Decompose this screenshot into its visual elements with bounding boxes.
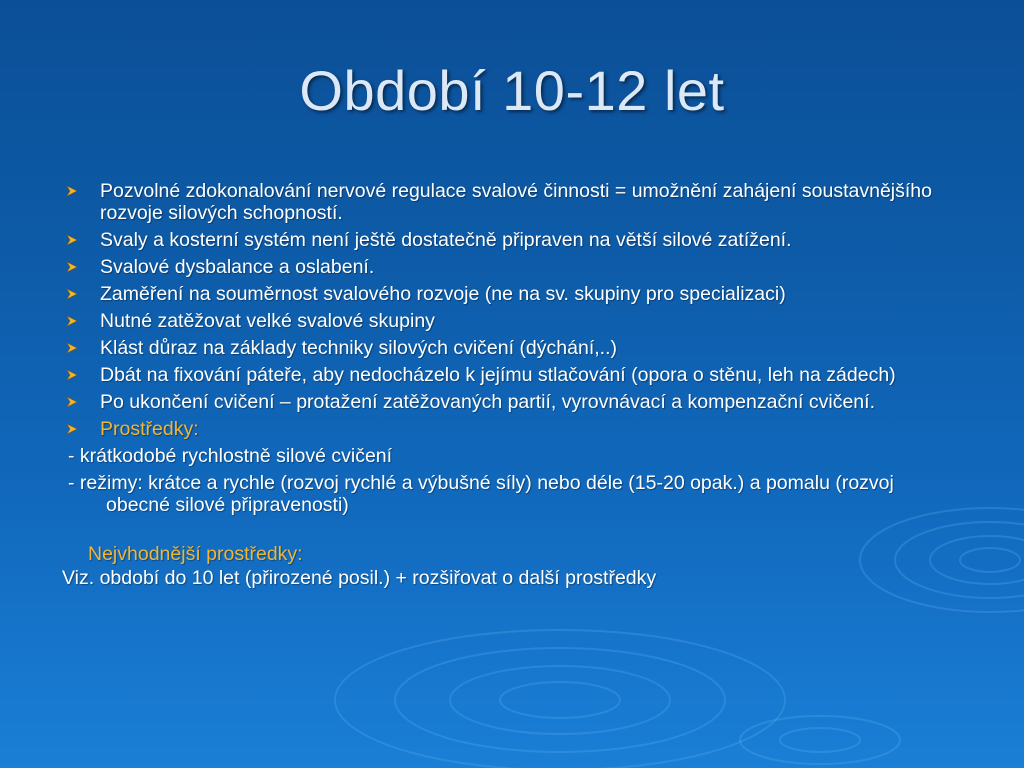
closing-line: Viz. období do 10 let (přirozené posil.) + rozšiřovat o další prostředky xyxy=(62,567,657,589)
list-item xyxy=(62,256,962,278)
arrow-bullet-icon xyxy=(66,315,78,327)
arrow-bullet-icon xyxy=(66,185,78,197)
arrow-bullet-icon xyxy=(66,396,78,408)
list-item xyxy=(62,391,962,413)
bullet-text: Po ukončení cvičení – protažení zatěžovaných partií, vyrovnávací a kompenzační cvičení. xyxy=(100,391,875,413)
arrow-bullet-icon xyxy=(66,369,78,381)
bullet-text: Zaměření na souměrnost svalového rozvoje (ne na sv. skupiny pro specializaci) xyxy=(100,283,786,305)
list-item xyxy=(62,418,962,440)
bullet-text: Svaly a kosterní systém není ještě dostatečně připraven na větší silové zatížení. xyxy=(100,229,792,251)
slide-content xyxy=(62,180,962,589)
list-item xyxy=(62,337,962,359)
arrow-bullet-icon xyxy=(66,234,78,246)
bullet-text: Nutné zatěžovat velké svalové skupiny xyxy=(100,310,435,332)
list-item xyxy=(62,283,962,305)
arrow-bullet-icon xyxy=(66,342,78,354)
bullet-text: Dbát na fixování páteře, aby nedocházelo k jejímu stlačování (opora o stěnu, leh na zádech) xyxy=(100,364,896,386)
bullet-text: Klást důraz na základy techniky silových cvičení (dýchání,..) xyxy=(100,337,617,359)
bullet-text: Svalové dysbalance a oslabení. xyxy=(100,256,375,278)
spacer xyxy=(62,521,962,543)
list-item xyxy=(62,310,962,332)
arrow-bullet-icon xyxy=(66,288,78,300)
sub-line: - krátkodobé rychlostně silové cvičení xyxy=(68,445,393,467)
highlight-label: Nejvhodnější prostředky: xyxy=(88,543,303,565)
list-item xyxy=(62,364,962,386)
slide-title: Období 10-12 let xyxy=(299,59,725,122)
bullet-list xyxy=(62,180,962,440)
bullet-text: Pozvolné zdokonalování nervové regulace svalové činnosti = umožnění zahájení soustavnějšího rozvoje silových schopností. xyxy=(100,180,932,224)
arrow-bullet-icon xyxy=(66,423,78,435)
bullet-text-highlight: Prostředky: xyxy=(100,418,199,440)
sub-line: - režimy: krátce a rychle (rozvoj rychlé a výbušné síly) nebo déle (15-20 opak.) a pomalu (rozvoj obecné silové připravenosti) xyxy=(68,472,894,516)
list-item xyxy=(62,229,962,251)
arrow-bullet-icon xyxy=(66,261,78,273)
list-item xyxy=(62,180,962,224)
